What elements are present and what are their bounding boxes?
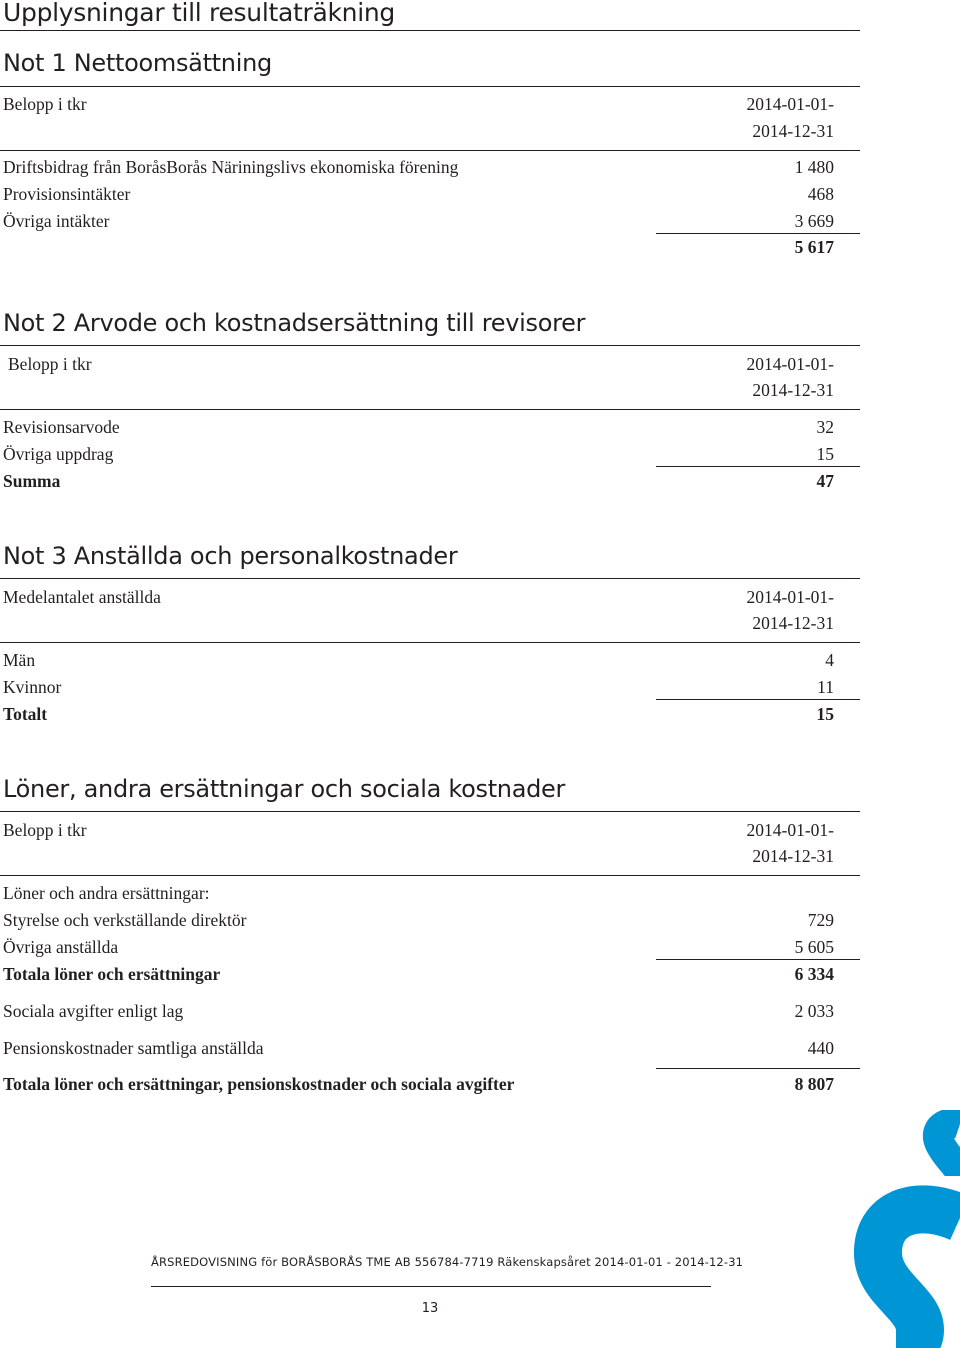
note-2-title: Not 2 Arvode och kostnadsersättning till revisorer — [3, 309, 586, 337]
note-3-row-label: Kvinnor — [3, 677, 62, 697]
note-1-row-value: 468 — [807, 184, 834, 204]
page-title: Upplysningar till resultaträkning — [3, 0, 395, 27]
note-1-title: Not 1 Nettoomsättning — [3, 49, 272, 77]
footer-text: ÅRSREDOVISNING för BORÅSBORÅS TME AB 556784-7719 Räkenskapsåret 2014-01-01 - 2014-12-31 — [151, 1255, 744, 1269]
total-wages-label: Totala löner och ersättningar — [3, 964, 221, 984]
note-1-row-label: Övriga intäkter — [3, 211, 110, 231]
grand-total-value: 8 807 — [794, 1074, 834, 1094]
salaries-period-end: 2014-12-31 — [752, 846, 834, 866]
salaries-period-start: 2014-01-01- — [746, 820, 834, 840]
divider — [0, 150, 860, 151]
divider — [0, 345, 860, 346]
note-2-row-value: 32 — [816, 417, 834, 437]
grand-total-label: Totala löner och ersättningar, pensionskostnader och sociala avgifter — [3, 1074, 515, 1094]
salaries-row-label: Övriga anställda — [3, 937, 119, 957]
page-number: 13 — [421, 1301, 439, 1316]
note-3-row-value: 11 — [817, 677, 834, 697]
note-1-row-value: 3 669 — [794, 211, 834, 231]
salaries-row-value: 5 605 — [794, 937, 834, 957]
note-2-row-value: 15 — [816, 444, 834, 464]
salaries-row-label: Styrelse och verkställande direktör — [3, 910, 247, 930]
sum-divider — [656, 233, 860, 234]
footer-divider — [151, 1286, 711, 1287]
note-1-period-start: 2014-01-01- — [746, 94, 834, 114]
note-1-row-label: Driftsbidrag från BoråsBorås Näriningslivs ekonomiska förening — [3, 157, 459, 177]
note-3-total-label: Totalt — [3, 704, 48, 724]
divider — [0, 409, 860, 410]
sum-divider — [656, 699, 860, 700]
note-3-header-label: Medelantalet anställda — [3, 587, 161, 607]
note-1-row-label: Provisionsintäkter — [3, 184, 131, 204]
divider — [0, 811, 860, 812]
note-3-period-end: 2014-12-31 — [752, 613, 834, 633]
divider — [0, 86, 860, 87]
note-3-row-value: 4 — [825, 650, 834, 670]
salaries-title: Löner, andra ersättningar och sociala kostnader — [3, 775, 566, 803]
salaries-header-label: Belopp i tkr — [3, 820, 87, 840]
blue-s-logo-icon — [840, 1110, 960, 1348]
divider — [0, 875, 860, 876]
social-fees-value: 2 033 — [794, 1001, 834, 1021]
total-wages-value: 6 334 — [794, 964, 834, 984]
note-1-period-end: 2014-12-31 — [752, 121, 834, 141]
pension-label: Pensionskostnader samtliga anställda — [3, 1038, 264, 1058]
divider — [0, 30, 860, 31]
social-fees-label: Sociala avgifter enligt lag — [3, 1001, 184, 1021]
note-1-header-label: Belopp i tkr — [3, 94, 87, 114]
note-2-total-value: 47 — [816, 471, 834, 491]
note-2-period-end: 2014-12-31 — [752, 380, 834, 400]
note-3-period-start: 2014-01-01- — [746, 587, 834, 607]
note-3-title: Not 3 Anställda och personalkostnader — [3, 542, 458, 570]
sum-divider — [656, 1068, 860, 1069]
note-3-total-value: 15 — [816, 704, 834, 724]
note-1-row-value: 1 480 — [794, 157, 834, 177]
note-2-header-label: Belopp i tkr — [8, 354, 92, 374]
divider — [0, 578, 860, 579]
sum-divider — [656, 959, 860, 960]
divider — [0, 642, 860, 643]
sum-divider — [656, 466, 860, 467]
pension-value: 440 — [807, 1038, 834, 1058]
salaries-row-value: 729 — [807, 910, 834, 930]
salaries-subheading: Löner och andra ersättningar: — [3, 883, 210, 903]
note-2-period-start: 2014-01-01- — [746, 354, 834, 374]
note-2-total-label: Summa — [3, 471, 61, 491]
note-3-row-label: Män — [3, 650, 36, 670]
note-2-row-label: Övriga uppdrag — [3, 444, 114, 464]
note-2-row-label: Revisionsarvode — [3, 417, 120, 437]
note-1-total-value: 5 617 — [794, 237, 834, 257]
